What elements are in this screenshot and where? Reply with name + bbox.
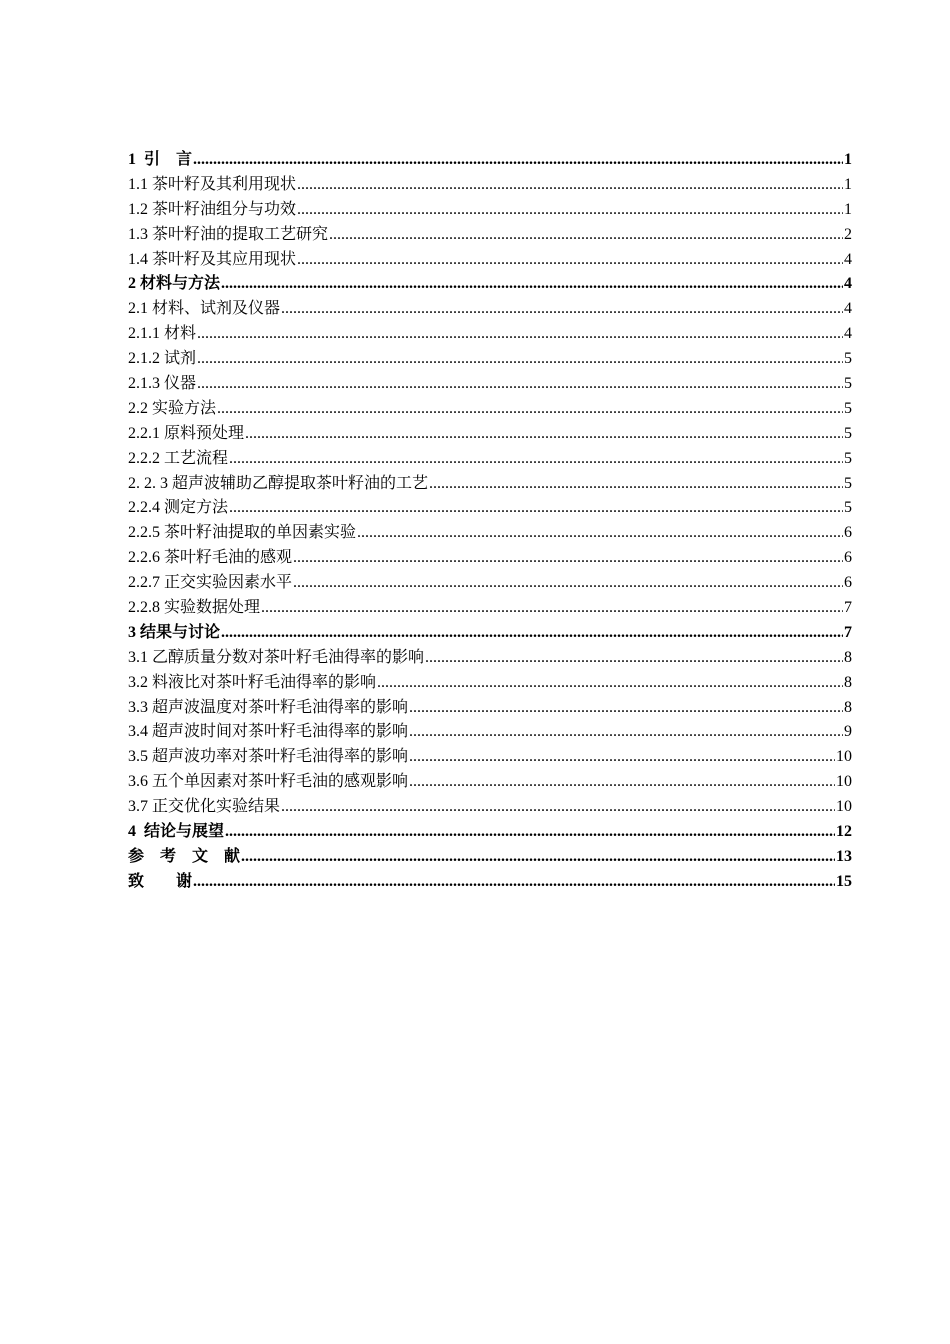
toc-dot-leader [241,845,835,870]
toc-dot-leader [429,472,843,497]
toc-dot-leader [409,770,835,795]
toc-entry[interactable] [128,173,852,198]
toc-dot-leader [197,372,843,397]
toc-dot-leader [245,422,843,447]
toc-dot-leader [197,322,843,347]
toc-entry[interactable] [128,621,852,646]
toc-dot-leader [225,820,835,845]
toc-dot-leader [409,696,843,721]
toc-dot-leader [193,870,835,895]
toc-entry[interactable] [128,447,852,472]
toc-dot-leader [293,571,843,596]
toc-entry[interactable] [128,596,852,621]
toc-entry-title: 参 考 文 献 [128,847,241,865]
toc-entry[interactable] [128,347,852,372]
toc-dot-leader [229,447,843,472]
toc-entry[interactable] [128,696,852,721]
toc-entry[interactable] [128,671,852,696]
toc-dot-leader [261,596,843,621]
toc-entry-page-number: 8 [844,698,852,716]
toc-entry-title: 1.1 茶叶籽及其利用现状 [128,175,297,193]
toc-dot-leader [297,248,843,273]
toc-entry[interactable] [128,148,852,173]
toc-entry-title: 3.6 五个单因素对茶叶籽毛油的感观影响 [128,773,409,791]
toc-entry-title: 2.2.5 茶叶籽油提取的单因素实验 [128,524,357,542]
toc-entry-page-number: 1 [844,175,852,193]
toc-dot-leader [409,720,843,745]
toc-entry-title: 3.3 超声波温度对茶叶籽毛油得率的影响 [128,698,409,716]
toc-entry-title: 2.2.8 实验数据处理 [128,599,261,617]
toc-dot-leader [229,496,843,521]
toc-entry-page-number: 10 [836,798,852,816]
toc-dot-leader [281,795,835,820]
toc-entry[interactable] [128,845,852,870]
toc-entry-title: 2.1.1 材料 [128,325,197,343]
toc-entry-title: 2 材料与方法 [128,275,221,293]
toc-entry-page-number: 1 [844,200,852,218]
toc-entry-page-number: 5 [844,424,852,442]
toc-dot-leader [377,671,843,696]
toc-entry-title: 1 引 言 [128,151,193,168]
toc-entry[interactable] [128,472,852,497]
toc-entry-page-number: 7 [844,599,852,617]
toc-dot-leader [281,297,843,322]
toc-entry-title: 3.5 超声波功率对茶叶籽毛油得率的影响 [128,748,409,766]
toc-entry-title: 2. 2. 3 超声波辅助乙醇提取茶叶籽油的工艺 [128,474,429,492]
toc-entry-page-number: 13 [836,847,852,865]
toc-entry[interactable] [128,820,852,845]
table-of-contents [128,148,852,895]
toc-entry[interactable] [128,248,852,273]
toc-dot-leader [425,646,843,671]
toc-entry-title: 1.4 茶叶籽及其应用现状 [128,250,297,268]
toc-entry[interactable] [128,397,852,422]
toc-entry-page-number: 5 [844,449,852,467]
toc-dot-leader [329,223,843,248]
toc-entry-title: 3.2 料液比对茶叶籽毛油得率的影响 [128,673,377,691]
toc-entry[interactable] [128,546,852,571]
toc-entry-title: 2.2.1 原料预处理 [128,424,245,442]
toc-entry[interactable] [128,770,852,795]
toc-entry-page-number: 5 [844,499,852,517]
toc-dot-leader [409,745,835,770]
toc-entry-page-number: 6 [844,574,852,592]
toc-dot-leader [221,621,843,646]
toc-entry-page-number: 12 [836,823,852,841]
toc-entry-title: 1.2 茶叶籽油组分与功效 [128,200,297,218]
toc-entry[interactable] [128,646,852,671]
toc-dot-leader [357,521,843,546]
toc-entry-page-number: 6 [844,549,852,567]
toc-entry-page-number: 2 [844,225,852,243]
toc-entry[interactable] [128,795,852,820]
toc-entry-page-number: 8 [844,673,852,691]
toc-dot-leader [297,198,843,223]
toc-entry-page-number: 6 [844,524,852,542]
toc-entry-page-number: 4 [844,300,852,318]
toc-entry[interactable] [128,322,852,347]
toc-entry-page-number: 4 [844,250,852,268]
toc-entry-title: 3.1 乙醇质量分数对茶叶籽毛油得率的影响 [128,648,425,666]
toc-entry[interactable] [128,422,852,447]
toc-entry-page-number: 9 [844,723,852,741]
toc-entry-title: 2.2.4 测定方法 [128,499,229,517]
toc-entry-page-number: 4 [844,275,852,293]
toc-dot-leader [221,272,843,297]
toc-entry-title: 4 结论与展望 [128,823,225,841]
toc-entry[interactable] [128,870,852,895]
toc-entry[interactable] [128,720,852,745]
toc-entry[interactable] [128,745,852,770]
toc-entry-page-number: 8 [844,648,852,666]
toc-entry[interactable] [128,198,852,223]
toc-entry[interactable] [128,297,852,322]
toc-entry-page-number: 5 [844,350,852,368]
toc-entry[interactable] [128,223,852,248]
toc-entry-title: 2.2.6 茶叶籽毛油的感观 [128,549,293,567]
toc-entry-page-number: 5 [844,375,852,393]
toc-entry-title: 3.4 超声波时间对茶叶籽毛油得率的影响 [128,723,409,741]
toc-entry[interactable] [128,372,852,397]
toc-entry-page-number: 15 [836,872,852,890]
toc-entry-title: 2.2.2 工艺流程 [128,449,229,467]
toc-entry-title: 3.7 正交优化实验结果 [128,798,281,816]
toc-entry[interactable] [128,521,852,546]
toc-entry-title: 2.1.2 试剂 [128,350,197,368]
toc-dot-leader [297,173,843,198]
toc-entry[interactable] [128,272,852,297]
toc-entry-title: 致 谢 [128,872,193,890]
toc-entry[interactable] [128,496,852,521]
toc-entry-title: 2.1.3 仪器 [128,375,197,393]
toc-entry-page-number: 7 [844,623,852,641]
toc-entry-page-number: 5 [844,474,852,492]
toc-entry-title: 3 结果与讨论 [128,623,221,641]
toc-dot-leader [197,347,843,372]
toc-entry-page-number: 5 [844,399,852,417]
toc-dot-leader [193,148,843,173]
toc-entry-page-number: 1 [844,151,852,168]
toc-dot-leader [293,546,843,571]
toc-entry-title: 2.1 材料、试剂及仪器 [128,300,281,318]
toc-entry-title: 2.2 实验方法 [128,399,217,417]
toc-entry-page-number: 10 [836,748,852,766]
toc-dot-leader [217,397,843,422]
toc-entry-page-number: 10 [836,773,852,791]
toc-entry[interactable] [128,571,852,596]
toc-entry-title: 1.3 茶叶籽油的提取工艺研究 [128,225,329,243]
toc-entry-title: 2.2.7 正交实验因素水平 [128,574,293,592]
toc-entry-page-number: 4 [844,325,852,343]
